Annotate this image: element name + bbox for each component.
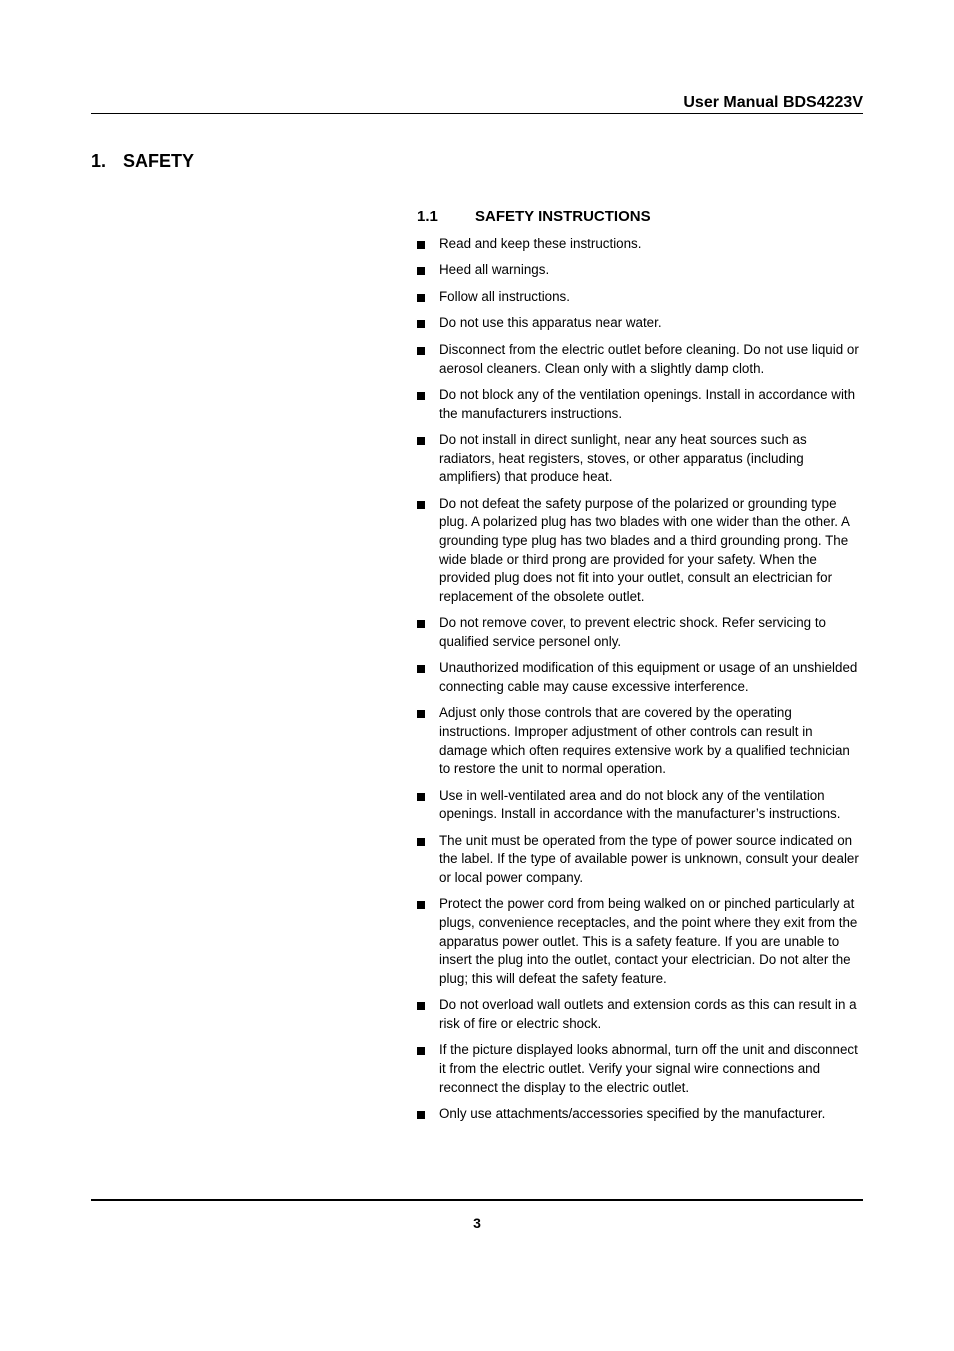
square-bullet-icon (417, 901, 425, 909)
square-bullet-icon (417, 241, 425, 249)
list-item-text: Do not overload wall outlets and extension cords as this can result in a risk of fire or electric shock. (439, 997, 857, 1031)
square-bullet-icon (417, 1111, 425, 1119)
list-item (417, 704, 863, 778)
square-bullet-icon (417, 1002, 425, 1010)
list-item-text: Do not remove cover, to prevent electric shock. Refer servicing to qualified service personel only. (439, 615, 827, 649)
header-divider (91, 113, 863, 114)
square-bullet-icon (417, 793, 425, 801)
list-item (417, 495, 863, 607)
square-bullet-icon (417, 437, 425, 445)
square-bullet-icon (417, 620, 425, 628)
square-bullet-icon (417, 392, 425, 400)
list-item (417, 614, 863, 651)
square-bullet-icon (417, 501, 425, 509)
list-item-text: The unit must be operated from the type of power source indicated on the label. If the type of available power is unknown, consult your dealer or local power company. (439, 832, 859, 885)
square-bullet-icon (417, 294, 425, 302)
list-item (417, 261, 863, 280)
safety-instructions-list (417, 235, 863, 1131)
square-bullet-icon (417, 665, 425, 673)
section-title: SAFETY INSTRUCTIONS (475, 208, 651, 225)
page-number: 3 (473, 1215, 481, 1231)
list-item-text: Read and keep these instructions. (439, 236, 642, 251)
list-item (417, 235, 863, 254)
square-bullet-icon (417, 838, 425, 846)
list-item (417, 288, 863, 307)
list-item (417, 341, 863, 378)
list-item (417, 787, 863, 824)
chapter-title: SAFETY (123, 151, 195, 171)
list-item (417, 1041, 863, 1097)
list-item (417, 386, 863, 423)
square-bullet-icon (417, 710, 425, 718)
list-item-text: Protect the power cord from being walked on or pinched particularly at plugs, convenience receptacles, and the point where they exit from the apparatus power outlet. This is a safety feature. If you are unable to insert the plug into the outlet, contact your electrician. Do not alter the plug; this will defeat the safety feature. (439, 896, 858, 986)
list-item (417, 314, 863, 333)
list-item (417, 1105, 863, 1124)
list-item-text: Adjust only those controls that are covered by the operating instructions. Improper adjustment of other controls can result in damage which often requires extensive work by a qualified technician to restore the unit to normal operation. (439, 705, 850, 777)
square-bullet-icon (417, 347, 425, 355)
footer-divider (91, 1199, 863, 1201)
list-item-text: Use in well-ventilated area and do not block any of the ventilation openings. Install in accordance with the manufacturer’s instructions. (439, 787, 841, 822)
section-number: 1.1 (417, 208, 438, 225)
section-heading (417, 207, 651, 226)
square-bullet-icon (417, 1047, 425, 1055)
list-item-text: Do not use this apparatus near water. (439, 315, 662, 331)
list-item-text: If the picture displayed looks abnormal, turn off the unit and disconnect it from the electric outlet. Verify your signal wire connections and reconnect the display to the electric outlet. (439, 1042, 858, 1095)
list-item (417, 996, 863, 1033)
list-item-text: Follow all instructions. (439, 288, 570, 304)
list-item-text: Do not defeat the safety purpose of the polarized or grounding type plug. A polarized plug has two blades with one wider than the other. A grounding type plug has two blades and a third grounding prong. The wide blade or third prong are provided for your safety. When the provided plug does not fit into your outlet, consult an electrician for replacement of the obsolete outlet. (439, 495, 850, 604)
chapter-number: 1. (91, 151, 107, 171)
list-item (417, 431, 863, 487)
list-item (417, 659, 863, 696)
list-item (417, 832, 863, 888)
list-item-text: Heed all warnings. (439, 262, 550, 278)
list-item-text: Do not block any of the ventilation openings. Install in accordance with the manufacturers instructions. (439, 387, 856, 421)
list-item-text: Do not install in direct sunlight, near any heat sources such as radiators, heat registers, stoves, or other apparatus (including amplifiers) that produce heat. (439, 432, 807, 485)
square-bullet-icon (417, 267, 425, 275)
document-header-title: User Manual BDS4223V (683, 94, 863, 111)
list-item-text: Unauthorized modification of this equipment or usage of an unshielded connecting cable may cause excessive interference. (439, 660, 858, 694)
chapter-heading (91, 150, 194, 172)
list-item-text: Disconnect from the electric outlet before cleaning. Do not use liquid or aerosol cleaners. Clean only with a slightly damp cloth. (439, 341, 859, 376)
list-item-text: Only use attachments/accessories specified by the manufacturer. (439, 1106, 826, 1121)
list-item (417, 895, 863, 988)
square-bullet-icon (417, 320, 425, 328)
